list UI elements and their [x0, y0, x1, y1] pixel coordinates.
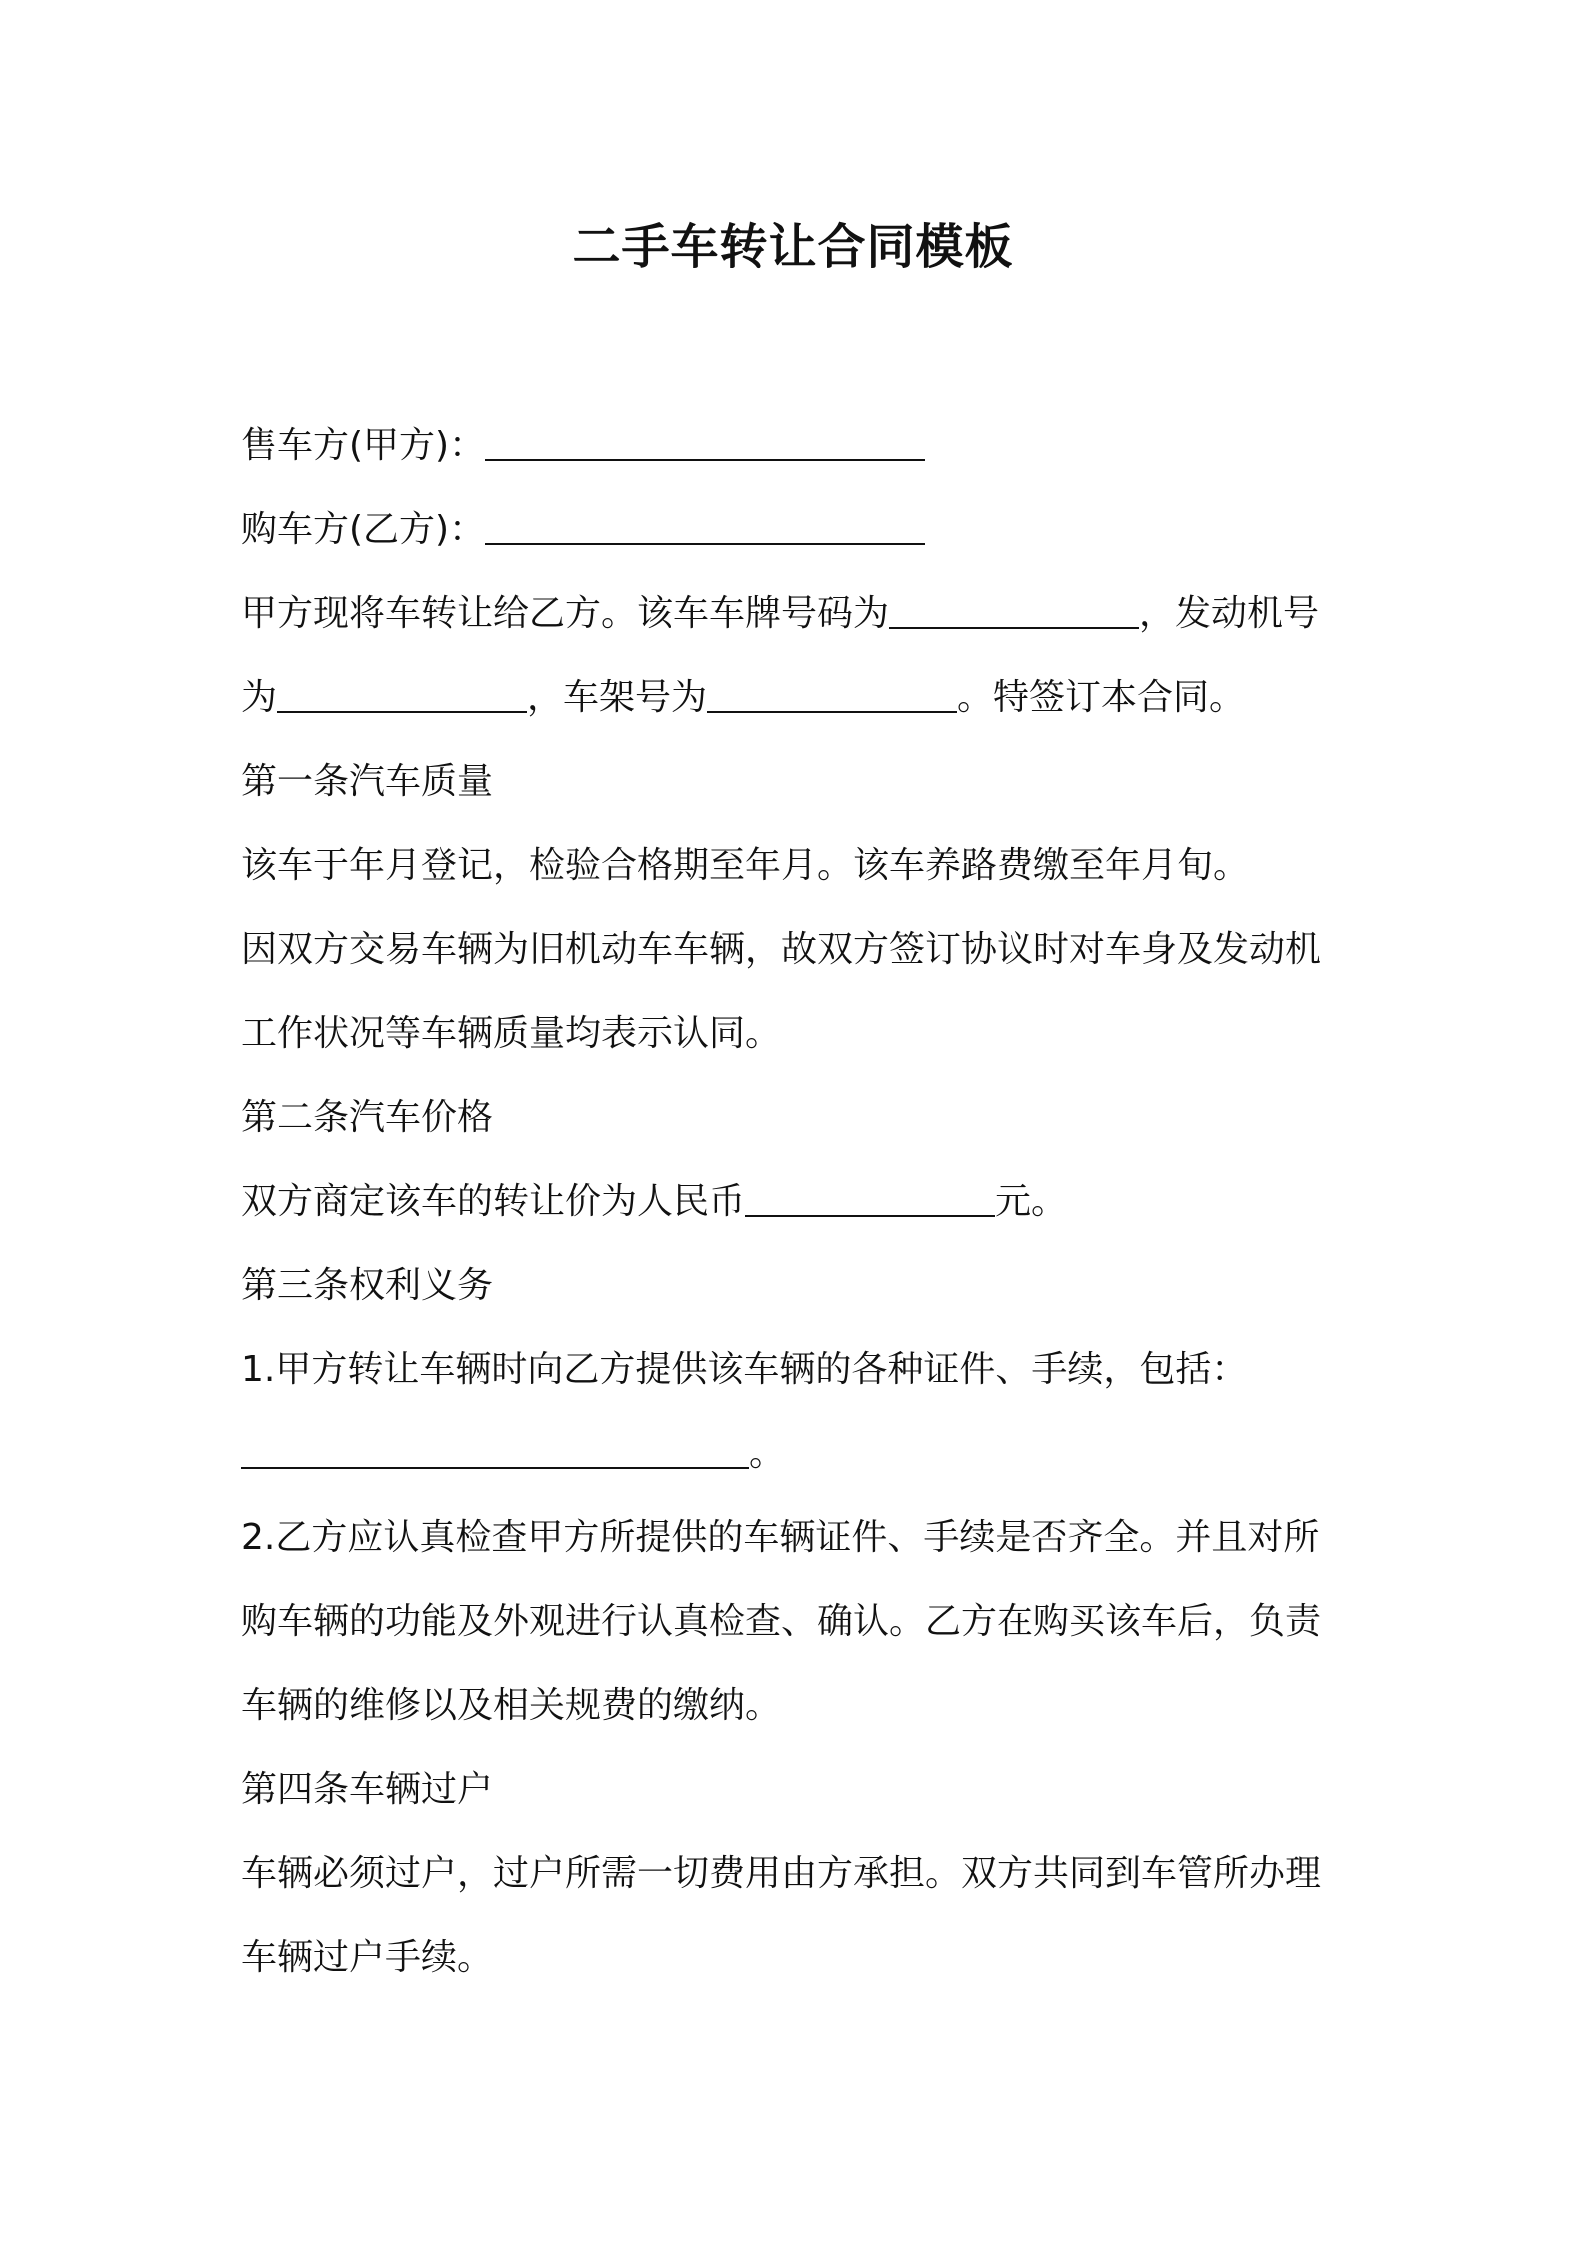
document-title: 二手车转让合同模板 [572, 219, 1014, 275]
frame-number-blank[interactable] [707, 663, 957, 713]
price-blank[interactable] [745, 1167, 995, 1217]
documents-list-end: 。 [749, 1433, 786, 1474]
article-2-heading: 第二条汽车价格 [241, 1097, 494, 1138]
article-3-item-2a: 2.乙方应认真检查甲方所提供的车辆证件、手续是否齐全。并且对所 [241, 1517, 1320, 1558]
intro-text-1a: 甲方现将车转让给乙方。该车车牌号码为 [241, 593, 890, 634]
documents-list-blank[interactable] [241, 1419, 749, 1469]
article-4-paragraph-b: 车辆过户手续。 [241, 1937, 494, 1978]
article-2-paragraph [241, 1160, 1361, 1244]
article-3-item-1-blank-line [241, 1412, 1361, 1496]
article-3-item-2b: 购车辆的功能及外观进行认真检查、确认。乙方在购买该车后，负责 [241, 1601, 1322, 1642]
intro-text-2c: 。特签订本合同。 [957, 677, 1246, 718]
plate-number-blank[interactable] [889, 579, 1139, 629]
price-text-b: 元。 [995, 1181, 1068, 1222]
intro-line-1 [241, 572, 1361, 656]
buyer-name-blank[interactable] [485, 495, 925, 545]
seller-name-blank[interactable] [485, 411, 925, 461]
intro-line-2 [241, 656, 1361, 740]
buyer-line [241, 488, 1361, 572]
price-text-a: 双方商定该车的转让价为人民币 [241, 1181, 746, 1222]
seller-line [241, 404, 1361, 488]
buyer-label: 购车方(乙方)： [241, 509, 486, 550]
article-1-paragraph-2a: 因双方交易车辆为旧机动车车辆，故双方签订协议时对车身及发动机 [241, 929, 1322, 970]
seller-label: 售车方(甲方)： [241, 425, 486, 466]
article-4-paragraph-a: 车辆必须过户，过户所需一切费用由方承担。双方共同到车管所办理 [241, 1853, 1322, 1894]
article-3-heading: 第三条权利义务 [241, 1265, 494, 1306]
article-1-paragraph-2b: 工作状况等车辆质量均表示认同。 [241, 1013, 782, 1054]
document-body [241, 404, 1361, 2000]
intro-text-2a: 为 [241, 677, 278, 718]
article-1-paragraph-1: 该车于年月登记，检验合格期至年月。该车养路费缴至年月旬。 [241, 845, 1250, 886]
article-3-item-2c: 车辆的维修以及相关规费的缴纳。 [241, 1685, 782, 1726]
article-4-heading: 第四条车辆过户 [241, 1769, 494, 1810]
article-3-item-1: 1.甲方转让车辆时向乙方提供该车辆的各种证件、手续，包括： [241, 1349, 1248, 1390]
engine-number-blank[interactable] [277, 663, 527, 713]
intro-text-2b: ，车架号为 [527, 677, 708, 718]
intro-text-1b: ，发动机号 [1139, 593, 1320, 634]
article-1-heading: 第一条汽车质量 [241, 761, 494, 802]
